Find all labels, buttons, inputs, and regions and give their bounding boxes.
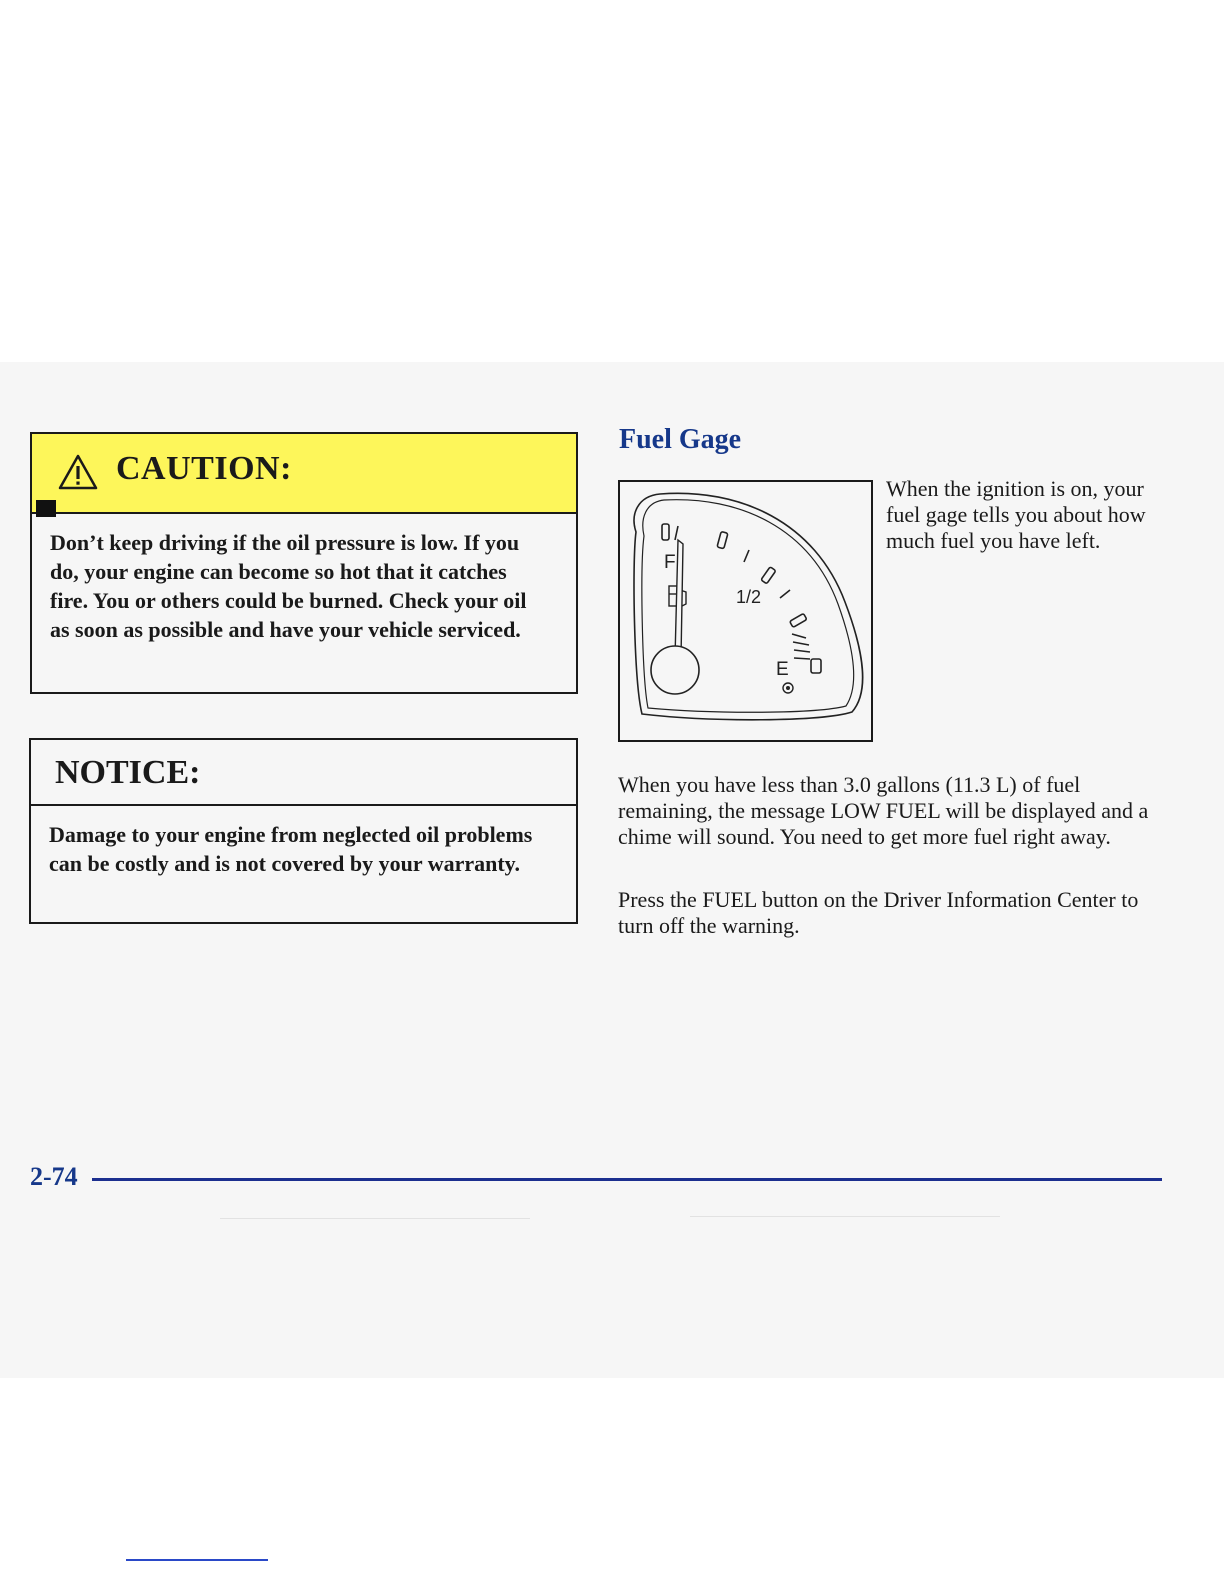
caution-text: Don’t keep driving if the oil pressure is low. If you do, your engine can become so hot that it catches fire. You or others could be burned. Check your oil as soon as possible and have your vehicle serviced. [50, 530, 527, 642]
caution-box [30, 432, 578, 694]
fuel-gauge-illustration [620, 482, 871, 740]
scan-artifact-line [220, 1218, 530, 1219]
fuel-gage-intro: When the ignition is on, your fuel gage tells you about how much fuel you have left. [886, 476, 1146, 553]
notice-title: NOTICE: [55, 754, 201, 791]
footer-rule [92, 1178, 1162, 1181]
low-fuel-lamp-icon [783, 683, 793, 693]
caution-marker [36, 500, 56, 517]
notice-box [29, 738, 578, 924]
notice-text: Damage to your engine from neglected oil problems can be costly and is not covered by your warranty. [49, 822, 533, 876]
gauge-label-half: 1/2 [736, 587, 762, 607]
notice-header [31, 740, 576, 806]
page-number: 2-74 [30, 1162, 78, 1191]
fuel-gauge-figure [618, 480, 873, 742]
warning-triangle-icon [58, 454, 98, 490]
caution-header [32, 434, 576, 514]
bottom-rule [126, 1559, 268, 1561]
section-heading: Fuel Gage [619, 424, 742, 455]
low-fuel-paragraph: When you have less than 3.0 gallons (11.3 L) of fuel remaining, the message LOW FUEL will be displayed and a chime will sound. You need to get more fuel right away. [618, 772, 1149, 849]
scan-artifact-line [690, 1216, 1000, 1217]
caution-title: CAUTION: [116, 450, 292, 487]
gauge-label-full: F [664, 552, 676, 573]
fuel-button-paragraph: Press the FUEL button on the Driver Information Center to turn off the warning. [618, 887, 1139, 938]
gauge-label-empty: E [776, 659, 789, 680]
